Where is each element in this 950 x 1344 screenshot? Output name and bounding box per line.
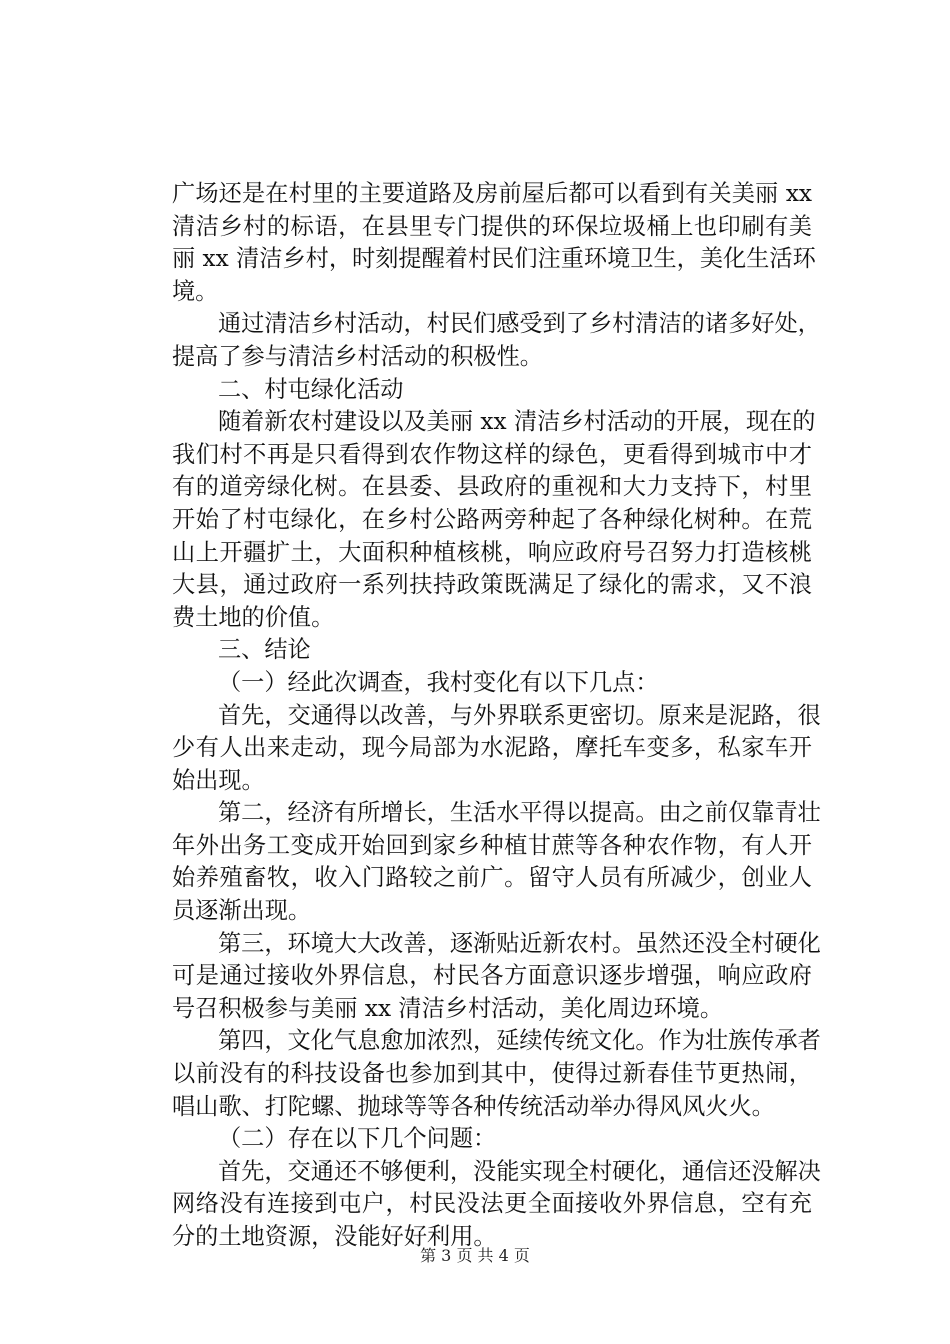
text-line: 第三，环境大大改善，逐渐贴近新农村。虽然还没全村硬化 xyxy=(218,929,821,957)
paragraph xyxy=(172,700,821,798)
text-line: 员逐渐出现。 xyxy=(172,897,312,925)
text-line: 开始了村屯绿化，在乡村公路两旁种起了各种绿化树种。在荒 xyxy=(172,505,812,533)
paragraph xyxy=(172,406,816,634)
paragraph xyxy=(172,634,812,667)
text-line: 年外出务工变成开始回到家乡种植甘蔗等各种农作物，有人开 xyxy=(172,831,812,859)
text-line: 随着新农村建设以及美丽 xx 清洁乡村活动的开展，现在的 xyxy=(218,408,816,436)
paragraph xyxy=(172,928,821,1026)
paragraph xyxy=(172,178,816,308)
text-line: （一）经此次调查，我村变化有以下几点： xyxy=(218,668,659,696)
text-line: 提高了参与清洁乡村活动的积极性。 xyxy=(172,342,543,370)
text-line: 费土地的价值。 xyxy=(172,603,335,631)
paragraph xyxy=(172,1025,821,1123)
text-line: 大县，通过政府一系列扶持政策既满足了绿化的需求，又不浪 xyxy=(172,571,812,599)
text-line: 网络没有连接到屯户，村民没法更全面接收外界信息，空有充 xyxy=(172,1190,812,1218)
document-body xyxy=(172,178,821,1254)
paragraph xyxy=(172,667,812,700)
text-line: 以前没有的科技设备也参加到其中，使得过新春佳节更热闹， xyxy=(172,1060,812,1088)
text-line: 首先，交通还不够便利，没能实现全村硬化，通信还没解决 xyxy=(218,1157,821,1185)
text-line: 第二，经济有所增长，生活水平得以提高。由之前仅靠青壮 xyxy=(218,799,821,827)
paragraph xyxy=(172,1123,812,1156)
page-footer: 第 3 页 共 4 页 xyxy=(420,1246,530,1265)
text-line: 号召积极参与美丽 xx 清洁乡村活动，美化周边环境。 xyxy=(172,994,724,1022)
text-line: 二、村屯绿化活动 xyxy=(218,375,404,403)
text-line: 少有人出来走动，现今局部为水泥路，摩托车变多，私家车开 xyxy=(172,734,812,762)
text-line: （二）存在以下几个问题： xyxy=(218,1125,497,1153)
text-line: 始养殖畜牧，收入门路较之前广。留守人员有所减少，创业人 xyxy=(172,864,812,892)
text-line: 可是通过接收外界信息，村民各方面意识逐步增强，响应政府 xyxy=(172,962,812,990)
text-line: 山上开疆扩土，大面积种植核桃，响应政府号召努力打造核桃 xyxy=(172,538,812,566)
text-line: 始出现。 xyxy=(172,766,265,794)
text-line: 我们村不再是只看得到农作物这样的绿色，更看得到城市中才 xyxy=(172,440,812,468)
text-line: 首先，交通得以改善，与外界联系更密切。原来是泥路，很 xyxy=(218,701,821,729)
text-line: 广场还是在村里的主要道路及房前屋后都可以看到有关美丽 xx xyxy=(172,180,812,207)
text-line: 第四，文化气息愈加浓烈，延续传统文化。作为壮族传承者 xyxy=(218,1027,821,1055)
paragraph xyxy=(172,308,821,373)
text-line: 唱山歌、打陀螺、抛球等等各种传统活动举办得风风火火。 xyxy=(172,1092,775,1120)
text-line: 三、结论 xyxy=(218,636,311,664)
text-line: 分的土地资源，没能好好利用。 xyxy=(172,1223,497,1250)
paragraph xyxy=(172,1156,821,1254)
paragraph xyxy=(172,797,821,927)
text-line: 清洁乡村的标语，在县里专门提供的环保垃圾桶上也印刷有美 xyxy=(172,212,812,240)
text-line: 境。 xyxy=(172,277,219,305)
text-line: 通过清洁乡村活动，村民们感受到了乡村清洁的诸多好处， xyxy=(218,310,821,338)
paragraph xyxy=(172,374,812,407)
text-line: 有的道旁绿化树。在县委、县政府的重视和大力支持下，村里 xyxy=(172,473,812,501)
text-line: 丽 xx 清洁乡村，时刻提醒着村民们注重环境卫生，美化生活环 xyxy=(172,245,816,273)
